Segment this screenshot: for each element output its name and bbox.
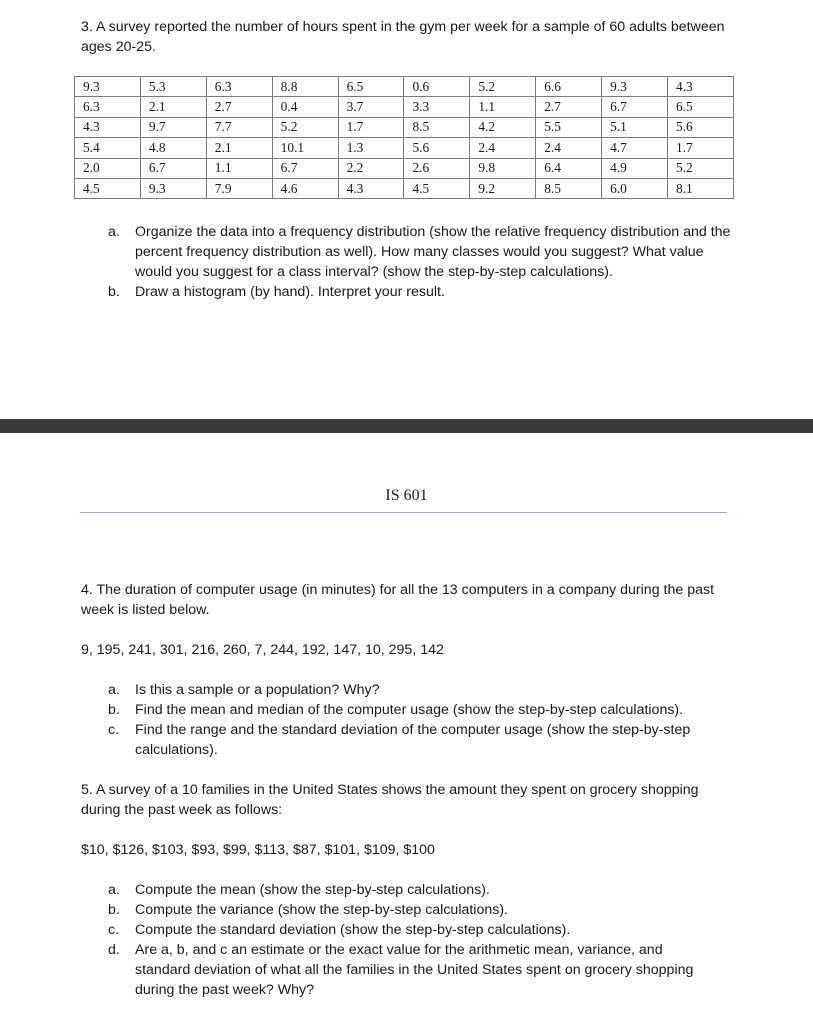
- item-text: Are a, b, and c an estimate or the exact value for the arithmetic mean, variance, and standard deviation of what all the families in the United States spent on grocery shopping during the past week? Why?: [135, 942, 694, 998]
- table-cell: 9.3: [75, 77, 141, 97]
- item-marker: b.: [108, 902, 120, 918]
- table-cell: 10.1: [272, 138, 338, 158]
- item-marker: a.: [108, 882, 120, 898]
- question-4b: [108, 700, 728, 720]
- item-text: Compute the mean (show the step-by-step calculations).: [135, 882, 490, 898]
- table-cell: 4.5: [404, 178, 470, 198]
- table-cell: 4.3: [338, 178, 404, 198]
- table-cell: 5.1: [602, 117, 668, 137]
- table-cell: 7.7: [206, 117, 272, 137]
- table-cell: 5.2: [668, 158, 734, 178]
- table-cell: 5.5: [536, 117, 602, 137]
- question-4-subparts: [108, 680, 728, 760]
- table-cell: 8.5: [536, 178, 602, 198]
- item-text: Find the mean and median of the computer usage (show the step-by-step calculations).: [135, 702, 684, 718]
- table-cell: 8.8: [272, 77, 338, 97]
- table-cell: 2.4: [536, 138, 602, 158]
- table-cell: 6.7: [602, 97, 668, 117]
- table-cell: 0.6: [404, 77, 470, 97]
- table-cell: 4.2: [470, 117, 536, 137]
- question-4-data: 9, 195, 241, 301, 216, 260, 7, 244, 192, 147, 10, 295, 142: [81, 642, 444, 658]
- item-marker: b.: [108, 284, 120, 300]
- table-cell: 6.5: [338, 77, 404, 97]
- table-row: [75, 117, 734, 137]
- table-cell: 2.4: [470, 138, 536, 158]
- item-text: Organize the data into a frequency distribution (show the relative frequency distribution and the percent frequency distribution as well). How many classes would you suggest? What value would you suggest for a class interval? (show the step-by-step calculations).: [135, 224, 731, 280]
- table-cell: 9.3: [140, 178, 206, 198]
- table-cell: 2.2: [338, 158, 404, 178]
- question-3-intro: 3. A survey reported the number of hours spent in the gym per week for a sample of 60 adults between ages 20-25.: [81, 19, 725, 55]
- table-cell: 6.4: [536, 158, 602, 178]
- item-marker: d.: [108, 942, 120, 958]
- question-5-data: $10, $126, $103, $93, $99, $113, $87, $101, $109, $100: [81, 842, 435, 858]
- table-cell: 6.3: [75, 97, 141, 117]
- table-row: [75, 178, 734, 198]
- item-text: Compute the variance (show the step-by-step calculations).: [135, 902, 508, 918]
- page-divider: [0, 419, 813, 433]
- table-cell: 3.3: [404, 97, 470, 117]
- item-text: Is this a sample or a population? Why?: [135, 682, 380, 698]
- table-cell: 6.5: [668, 97, 734, 117]
- table-cell: 4.7: [602, 138, 668, 158]
- item-marker: b.: [108, 702, 120, 718]
- item-text: Draw a histogram (by hand). Interpret your result.: [135, 284, 445, 300]
- question-4c: [108, 720, 728, 760]
- table-cell: 5.3: [140, 77, 206, 97]
- table-cell: 9.2: [470, 178, 536, 198]
- item-marker: c.: [108, 922, 120, 938]
- table-cell: 5.2: [272, 117, 338, 137]
- table-cell: 9.7: [140, 117, 206, 137]
- table-cell: 5.6: [404, 138, 470, 158]
- table-cell: 4.5: [75, 178, 141, 198]
- table-cell: 1.3: [338, 138, 404, 158]
- item-text: Find the range and the standard deviation of the computer usage (show the step-by-step calculations).: [135, 722, 691, 758]
- table-cell: 1.1: [206, 158, 272, 178]
- item-text: Compute the standard deviation (show the step-by-step calculations).: [135, 922, 571, 938]
- page-header: IS 601: [385, 487, 428, 504]
- gym-hours-table: [74, 76, 734, 199]
- table-cell: 1.7: [668, 138, 734, 158]
- table-cell: 2.0: [75, 158, 141, 178]
- table-cell: 4.8: [140, 138, 206, 158]
- question-4-intro: 4. The duration of computer usage (in minutes) for all the 13 computers in a company during the past week is listed below.: [81, 582, 715, 618]
- table-cell: 7.9: [206, 178, 272, 198]
- table-cell: 6.7: [140, 158, 206, 178]
- table-cell: 3.7: [338, 97, 404, 117]
- table-cell: 6.0: [602, 178, 668, 198]
- question-5a: [108, 880, 718, 900]
- table-row: [75, 158, 734, 178]
- table-cell: 0.4: [272, 97, 338, 117]
- question-5b: [108, 900, 718, 920]
- table-cell: 4.3: [668, 77, 734, 97]
- table-cell: 8.5: [404, 117, 470, 137]
- table-row: [75, 97, 734, 117]
- header-rule: [80, 512, 727, 513]
- table-row: [75, 138, 734, 158]
- item-marker: c.: [108, 722, 120, 738]
- table-cell: 5.4: [75, 138, 141, 158]
- question-3-subparts: [108, 222, 733, 302]
- table-cell: 2.1: [140, 97, 206, 117]
- question-5-intro: 5. A survey of a 10 families in the United States shows the amount they spent on grocery shopping during the past week as follows:: [81, 782, 699, 818]
- table-cell: 9.8: [470, 158, 536, 178]
- table-cell: 9.3: [602, 77, 668, 97]
- table-cell: 2.7: [206, 97, 272, 117]
- table-row: [75, 77, 734, 97]
- table-cell: 4.6: [272, 178, 338, 198]
- item-marker: a.: [108, 224, 120, 240]
- table-cell: 1.7: [338, 117, 404, 137]
- table-cell: 6.6: [536, 77, 602, 97]
- question-5c: [108, 920, 718, 940]
- table-cell: 5.2: [470, 77, 536, 97]
- question-3b: [108, 282, 733, 302]
- table-cell: 4.3: [75, 117, 141, 137]
- table-cell: 6.7: [272, 158, 338, 178]
- item-marker: a.: [108, 682, 120, 698]
- question-4a: [108, 680, 728, 700]
- table-cell: 4.9: [602, 158, 668, 178]
- question-3a: [108, 222, 733, 282]
- question-5d: [108, 940, 718, 1000]
- table-cell: 8.1: [668, 178, 734, 198]
- table-cell: 2.6: [404, 158, 470, 178]
- question-5-subparts: [108, 880, 718, 1000]
- table-cell: 5.6: [668, 117, 734, 137]
- table-cell: 2.1: [206, 138, 272, 158]
- table-cell: 2.7: [536, 97, 602, 117]
- table-cell: 6.3: [206, 77, 272, 97]
- table-cell: 1.1: [470, 97, 536, 117]
